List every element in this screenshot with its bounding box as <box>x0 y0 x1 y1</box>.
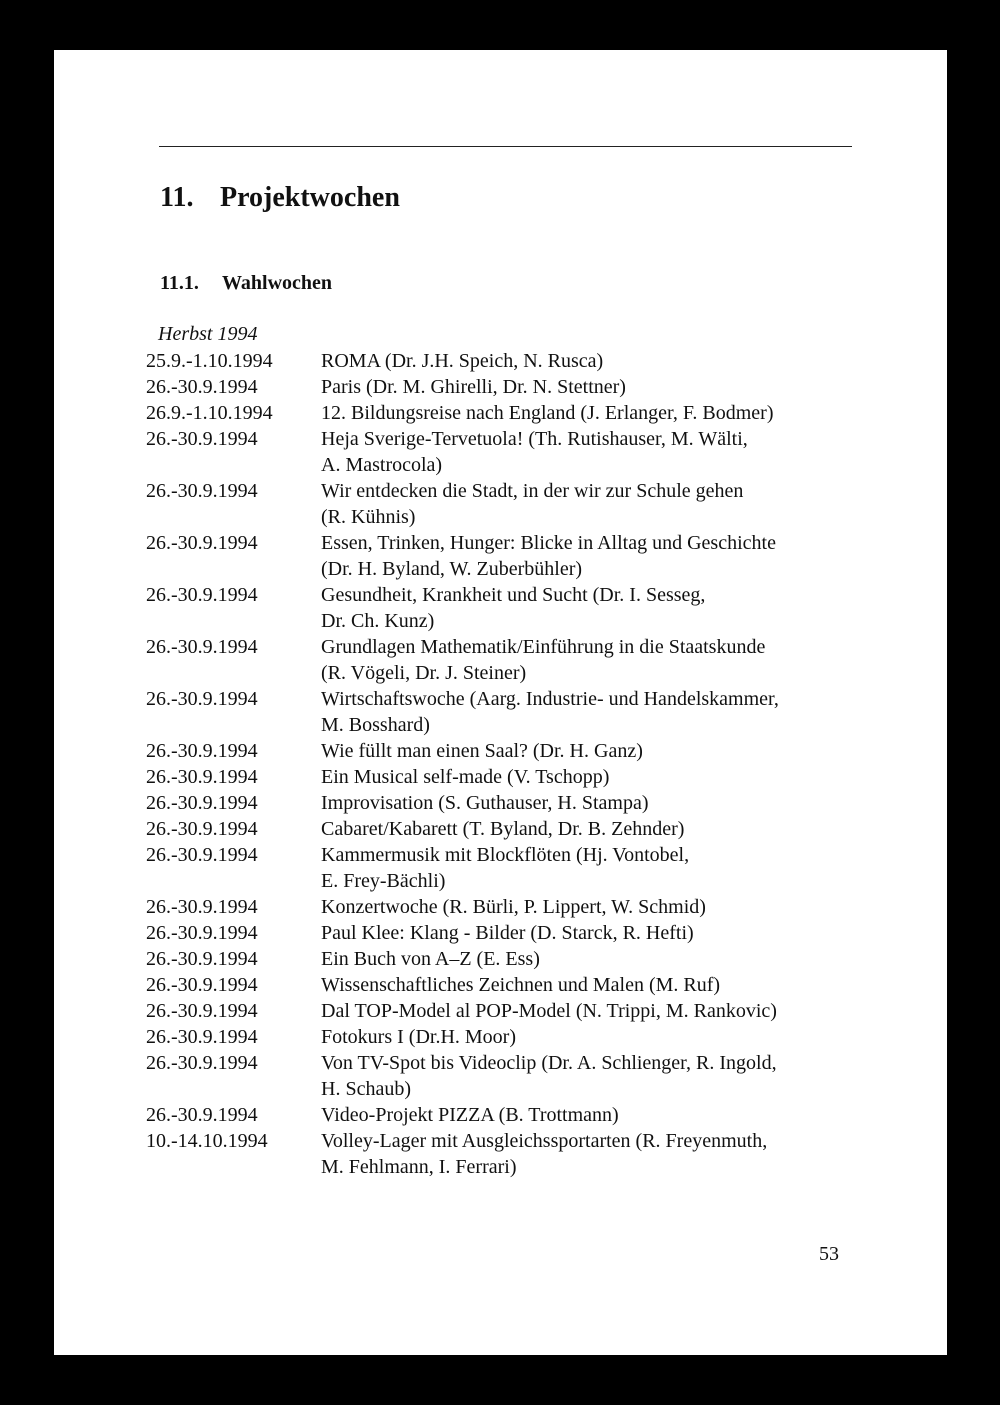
entry-date: 26.-30.9.1994 <box>146 636 258 658</box>
entry-date: 26.-30.9.1994 <box>146 376 258 398</box>
entry-date: 26.-30.9.1994 <box>146 818 258 840</box>
entry-title: Paris (Dr. M. Ghirelli, Dr. N. Stettner) <box>321 376 626 398</box>
entry-date: 25.9.-1.10.1994 <box>146 350 273 372</box>
list-item <box>146 400 846 426</box>
entry-title: Wirtschaftswoche (Aarg. Industrie- und Handelskammer, M. Bosshard) <box>321 688 779 736</box>
entry-date: 26.9.-1.10.1994 <box>146 402 273 424</box>
entry-date: 26.-30.9.1994 <box>146 766 258 788</box>
entry-date: 26.-30.9.1994 <box>146 922 258 944</box>
entry-title: Wir entdecken die Stadt, in der wir zur Schule gehen (R. Kühnis) <box>321 480 744 528</box>
chapter-number: 11. <box>160 182 194 213</box>
list-item <box>146 920 846 946</box>
entry-title: Volley-Lager mit Ausgleichssportarten (R. Freyenmuth, M. Fehlmann, I. Ferrari) <box>321 1130 768 1178</box>
list-item <box>146 1102 846 1128</box>
page-number: 53 <box>819 1243 839 1265</box>
entry-date: 26.-30.9.1994 <box>146 740 258 762</box>
entry-date: 26.-30.9.1994 <box>146 584 258 606</box>
list-item <box>146 582 846 634</box>
entry-title: Essen, Trinken, Hunger: Blicke in Alltag und Geschichte (Dr. H. Byland, W. Zuberbühler) <box>321 532 776 580</box>
document-page <box>54 50 947 1355</box>
entry-title: Dal TOP-Model al POP-Model (N. Trippi, M. Rankovic) <box>321 1000 777 1022</box>
project-week-list <box>146 348 846 1180</box>
chapter-heading <box>160 182 400 214</box>
header-rule <box>159 146 852 147</box>
list-item <box>146 530 846 582</box>
chapter-title: Projektwochen <box>220 182 400 213</box>
section-title: Wahlwochen <box>222 272 333 294</box>
entry-date: 26.-30.9.1994 <box>146 688 258 710</box>
list-item <box>146 634 846 686</box>
entry-title: Heja Sverige-Tervetuola! (Th. Rutishauser, M. Wälti, A. Mastrocola) <box>321 428 748 476</box>
entry-title: Cabaret/Kabarett (T. Byland, Dr. B. Zehnder) <box>321 818 685 840</box>
entry-date: 26.-30.9.1994 <box>146 1104 258 1126</box>
list-item <box>146 374 846 400</box>
entry-date: 26.-30.9.1994 <box>146 428 258 450</box>
list-item <box>146 1050 846 1102</box>
list-item <box>146 894 846 920</box>
section-number: 11.1. <box>160 272 199 294</box>
entry-title: Paul Klee: Klang - Bilder (D. Starck, R. Hefti) <box>321 922 694 944</box>
list-item <box>146 348 846 374</box>
list-item <box>146 686 846 738</box>
entry-title: Gesundheit, Krankheit und Sucht (Dr. I. Sesseg, Dr. Ch. Kunz) <box>321 584 706 632</box>
entry-title: Konzertwoche (R. Bürli, P. Lippert, W. Schmid) <box>321 896 706 918</box>
entry-title: Ein Buch von A–Z (E. Ess) <box>321 948 540 970</box>
entry-date: 26.-30.9.1994 <box>146 1026 258 1048</box>
entry-title: Grundlagen Mathematik/Einführung in die Staatskunde (R. Vögeli, Dr. J. Steiner) <box>321 636 766 684</box>
entry-date: 26.-30.9.1994 <box>146 974 258 996</box>
entry-date: 26.-30.9.1994 <box>146 1052 258 1074</box>
list-item <box>146 426 846 478</box>
season-label: Herbst 1994 <box>158 323 258 345</box>
entry-title: 12. Bildungsreise nach England (J. Erlanger, F. Bodmer) <box>321 402 774 424</box>
entry-title: Von TV-Spot bis Videoclip (Dr. A. Schlienger, R. Ingold, H. Schaub) <box>321 1052 777 1100</box>
list-item <box>146 842 846 894</box>
list-item <box>146 1128 846 1180</box>
entry-date: 26.-30.9.1994 <box>146 948 258 970</box>
entry-date: 26.-30.9.1994 <box>146 792 258 814</box>
list-item <box>146 972 846 998</box>
entry-date: 26.-30.9.1994 <box>146 1000 258 1022</box>
entry-title: Improvisation (S. Guthauser, H. Stampa) <box>321 792 649 814</box>
entry-date: 10.-14.10.1994 <box>146 1130 268 1152</box>
entry-title: Wissenschaftliches Zeichnen und Malen (M. Ruf) <box>321 974 721 996</box>
list-item <box>146 478 846 530</box>
entry-date: 26.-30.9.1994 <box>146 532 258 554</box>
entry-date: 26.-30.9.1994 <box>146 896 258 918</box>
list-item <box>146 790 846 816</box>
entry-title: Fotokurs I (Dr.H. Moor) <box>321 1026 516 1048</box>
entry-date: 26.-30.9.1994 <box>146 844 258 866</box>
list-item <box>146 998 846 1024</box>
entry-title: Ein Musical self-made (V. Tschopp) <box>321 766 610 788</box>
list-item <box>146 738 846 764</box>
entry-title: ROMA (Dr. J.H. Speich, N. Rusca) <box>321 350 604 372</box>
entry-title: Video-Projekt PIZZA (B. Trottmann) <box>321 1104 619 1126</box>
section-heading <box>160 272 332 295</box>
list-item <box>146 946 846 972</box>
list-item <box>146 1024 846 1050</box>
entry-title: Wie füllt man einen Saal? (Dr. H. Ganz) <box>321 740 643 762</box>
list-item <box>146 764 846 790</box>
entry-title: Kammermusik mit Blockflöten (Hj. Vontobel, E. Frey-Bächli) <box>321 844 690 892</box>
list-item <box>146 816 846 842</box>
entry-date: 26.-30.9.1994 <box>146 480 258 502</box>
